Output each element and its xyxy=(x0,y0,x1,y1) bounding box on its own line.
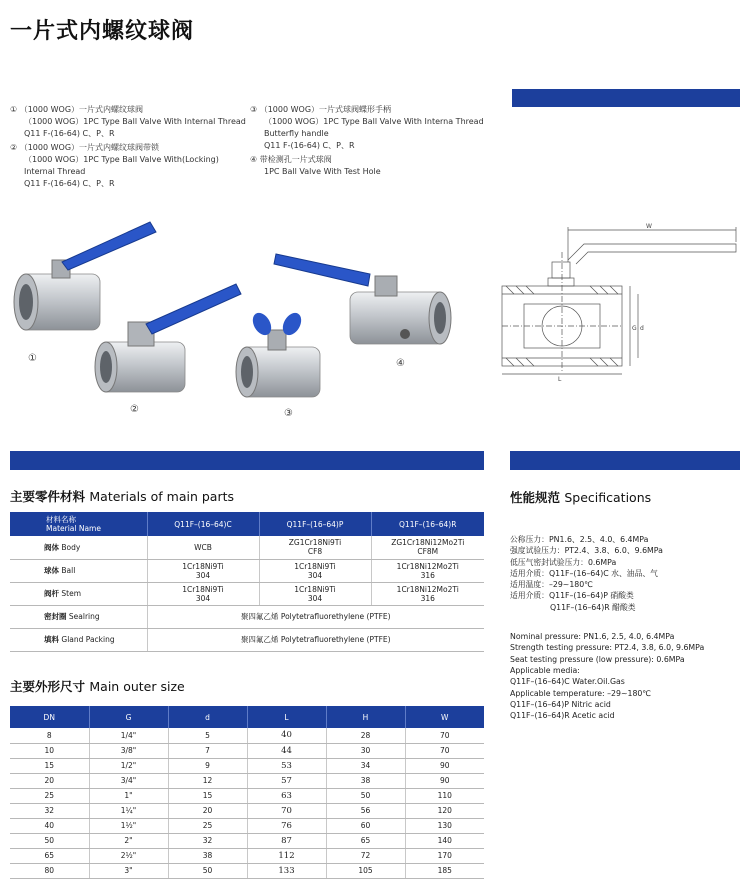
table-row xyxy=(10,803,484,818)
material-part-name xyxy=(10,536,147,559)
size-cell-d: 25 xyxy=(168,818,247,833)
model-marker: ② xyxy=(10,143,18,152)
size-cell-dn: 10 xyxy=(10,743,89,758)
material-spec-c: 1Cr18Ni9Ti 304 xyxy=(147,582,259,605)
size-cell-d: 7 xyxy=(168,743,247,758)
spec-line-en: Applicable temperature: –29~180℃ xyxy=(510,688,652,698)
photo-label-1: ① xyxy=(28,353,37,364)
material-part-en: Ball xyxy=(61,566,76,575)
size-cell-l: 76 xyxy=(247,818,326,833)
size-cell-h: 38 xyxy=(326,773,405,788)
size-cell-d: 20 xyxy=(168,803,247,818)
materials-col-name xyxy=(10,512,147,536)
material-part-zh: 阀体 xyxy=(44,542,59,552)
model-name-en: （1000 WOG）1PC Type Ball Valve With Internal Thread xyxy=(24,117,246,126)
table-row xyxy=(10,728,484,743)
material-part-name xyxy=(10,605,147,628)
spec-line-en: Applicable media: xyxy=(510,665,580,675)
materials-row xyxy=(10,605,484,628)
model-code: Q11 F-(16-64) C、P、R xyxy=(24,129,115,138)
size-cell-g: 1¼" xyxy=(89,803,168,818)
material-part-zh: 密封圈 xyxy=(44,612,67,621)
size-cell-w: 120 xyxy=(405,803,484,818)
spec-line-zh: 公称压力：PN1.6、2.5、4.0、6.4MPa xyxy=(510,535,649,544)
table-row xyxy=(10,788,484,803)
materials-table xyxy=(10,512,484,652)
size-col-w: W xyxy=(405,706,484,728)
header-accent-bar xyxy=(512,89,740,107)
outer-size-header-row xyxy=(10,706,484,728)
model-name-zh: （1000 WOG）一片式球阀蝶形手柄 xyxy=(259,105,392,114)
spec-line-zh: 适用介质：Q11F–(16–64)P 硝酸类 xyxy=(510,591,634,601)
spec-line-en: Nominal pressure: PN1.6, 2.5, 4.0, 6.4MPa xyxy=(510,632,675,642)
size-cell-h: 72 xyxy=(326,848,405,863)
material-part-name xyxy=(10,582,147,605)
material-spec-span: 聚四氟乙烯 Polytetrafluorethylene (PTFE) xyxy=(147,628,484,651)
col-name-en: Material Name xyxy=(46,524,101,533)
size-cell-d: 9 xyxy=(168,758,247,773)
size-cell-g: 3/8" xyxy=(89,743,168,758)
section-accent-bar-left xyxy=(10,451,484,470)
material-part-zh: 球体 xyxy=(44,566,59,575)
size-cell-l: 63 xyxy=(247,788,326,803)
section-accent-bar-right xyxy=(510,451,740,470)
model-name-en: （1000 WOG）1PC Type Ball Valve With(Locking) Internal Thread xyxy=(24,155,219,176)
material-spec-c: 1Cr18Ni9Ti 304 xyxy=(147,559,259,582)
size-cell-l: 44 xyxy=(247,743,326,758)
outer-size-heading xyxy=(10,677,185,695)
model-list-left xyxy=(10,104,250,192)
dim-label-w: W xyxy=(646,223,652,230)
valve-image-1 xyxy=(14,222,156,330)
material-spec-p: 1Cr18Ni9Ti 304 xyxy=(259,582,371,605)
model-code: Q11 F-(16-64) C、P、R xyxy=(24,179,115,188)
valve-image-2 xyxy=(95,284,241,392)
size-cell-w: 70 xyxy=(405,728,484,743)
outer-size-heading-zh: 主要外形尺寸 xyxy=(10,679,86,694)
spec-line-en: Seat testing pressure (low pressure): 0.6MPa xyxy=(510,654,685,664)
size-cell-dn: 65 xyxy=(10,848,89,863)
size-cell-h: 56 xyxy=(326,803,405,818)
size-cell-w: 140 xyxy=(405,833,484,848)
model-item-1 xyxy=(10,104,250,140)
dim-label-g: G xyxy=(632,325,637,332)
materials-col-r: Q11F–(16–64)R xyxy=(371,512,484,536)
size-cell-dn: 32 xyxy=(10,803,89,818)
size-cell-g: 1/4" xyxy=(89,728,168,743)
spec-line-zh: 强度试验压力：PT2.4、3.8、6.0、9.6MPa xyxy=(510,546,663,556)
materials-row xyxy=(10,559,484,582)
specs-text xyxy=(510,534,750,721)
photo-label-2: ② xyxy=(130,404,139,415)
size-cell-g: 1" xyxy=(89,788,168,803)
specs-heading-zh: 性能规范 xyxy=(510,490,561,505)
material-spec-c: WCB xyxy=(147,536,259,559)
size-cell-l: 70 xyxy=(247,803,326,818)
size-cell-dn: 50 xyxy=(10,833,89,848)
materials-row xyxy=(10,628,484,651)
size-cell-w: 170 xyxy=(405,848,484,863)
material-spec-r: 1Cr18Ni12Mo2Ti 316 xyxy=(371,559,484,582)
size-cell-g: 3" xyxy=(89,863,168,878)
size-col-dn: DN xyxy=(10,706,89,728)
material-spec-p: ZG1Cr18Ni9Ti CF8 xyxy=(259,536,371,559)
table-row xyxy=(10,743,484,758)
materials-row xyxy=(10,582,484,605)
materials-header-row xyxy=(10,512,484,536)
size-cell-w: 185 xyxy=(405,863,484,878)
size-cell-g: 1½" xyxy=(89,818,168,833)
size-cell-l: 40 xyxy=(247,728,326,743)
materials-col-c: Q11F–(16–64)C xyxy=(147,512,259,536)
model-name-en: （1000 WOG）1PC Type Ball Valve With Interna Thread Butterfly handle xyxy=(264,117,484,138)
spec-line-en: Q11F–(16–64)R Acetic acid xyxy=(510,711,615,721)
model-name-zh: 带检测孔一片式球阀 xyxy=(259,155,332,164)
valve-image-3 xyxy=(236,310,320,397)
size-col-d: d xyxy=(168,706,247,728)
size-cell-h: 30 xyxy=(326,743,405,758)
size-cell-l: 87 xyxy=(247,833,326,848)
valve-cross-section-drawing xyxy=(496,222,746,382)
spec-line-en: Q11F–(16–64)C Water.Oil.Gas xyxy=(510,677,625,687)
materials-body xyxy=(10,536,484,651)
outer-size-table xyxy=(10,706,484,879)
size-cell-dn: 15 xyxy=(10,758,89,773)
size-cell-g: 3/4" xyxy=(89,773,168,788)
technical-drawing xyxy=(496,222,746,382)
size-cell-l: 112 xyxy=(247,848,326,863)
specs-heading xyxy=(510,488,651,506)
valve-photos xyxy=(0,212,480,427)
spec-line-zh: 低压气密封试验压力：0.6MPa xyxy=(510,557,617,567)
valve-illustrations xyxy=(0,212,480,427)
size-cell-dn: 20 xyxy=(10,773,89,788)
size-cell-h: 60 xyxy=(326,818,405,833)
specs-en-block xyxy=(510,631,750,721)
outer-size-heading-en: Main outer size xyxy=(89,679,185,694)
size-cell-h: 65 xyxy=(326,833,405,848)
size-cell-dn: 25 xyxy=(10,788,89,803)
material-part-zh: 填料 xyxy=(44,635,59,644)
size-cell-l: 133 xyxy=(247,863,326,878)
spec-line-zh: Q11F–(16–64)R 醋酸类 xyxy=(550,602,636,612)
table-row xyxy=(10,758,484,773)
materials-col-p: Q11F–(16–64)P xyxy=(259,512,371,536)
col-name-zh: 材料名称 xyxy=(46,515,76,524)
size-cell-d: 50 xyxy=(168,863,247,878)
dim-label-l: L xyxy=(558,376,562,382)
model-code: Q11 F-(16-64) C、P、R xyxy=(264,141,355,150)
size-cell-l: 53 xyxy=(247,758,326,773)
size-cell-w: 130 xyxy=(405,818,484,833)
size-col-l: L xyxy=(247,706,326,728)
photo-label-4: ④ xyxy=(396,358,405,369)
size-cell-w: 90 xyxy=(405,773,484,788)
size-cell-g: 2½" xyxy=(89,848,168,863)
table-row xyxy=(10,773,484,788)
size-cell-dn: 40 xyxy=(10,818,89,833)
spec-line-zh: 适用介质：Q11F–(16–64)C 水、油品、气 xyxy=(510,568,658,578)
valve-image-4 xyxy=(274,254,451,344)
table-row xyxy=(10,833,484,848)
page-title: 一片式内螺纹球阀 xyxy=(10,19,195,44)
material-part-name xyxy=(10,628,147,651)
size-cell-g: 2" xyxy=(89,833,168,848)
material-part-zh: 阀杆 xyxy=(44,589,59,598)
outer-size-body xyxy=(10,728,484,878)
model-list-right xyxy=(250,104,500,180)
table-row xyxy=(10,848,484,863)
size-cell-h: 28 xyxy=(326,728,405,743)
spec-line-zh: 适用温度：–29~180℃ xyxy=(510,580,593,590)
model-name-zh: （1000 WOG）一片式内螺纹球阀带锁 xyxy=(19,143,160,152)
size-cell-h: 34 xyxy=(326,758,405,773)
size-cell-h: 50 xyxy=(326,788,405,803)
specs-heading-en: Specifications xyxy=(564,490,652,505)
material-part-en: Stem xyxy=(61,589,82,598)
size-cell-w: 70 xyxy=(405,743,484,758)
size-col-h: H xyxy=(326,706,405,728)
material-spec-span: 聚四氟乙烯 Polytetrafluorethylene (PTFE) xyxy=(147,605,484,628)
model-marker: ④ xyxy=(250,155,258,164)
model-marker: ③ xyxy=(250,105,258,114)
photo-label-3: ③ xyxy=(284,408,293,419)
model-name-en: 1PC Ball Valve With Test Hole xyxy=(264,167,381,176)
model-item-2 xyxy=(10,142,250,190)
size-cell-d: 15 xyxy=(168,788,247,803)
material-spec-r: ZG1Cr18Ni12Mo2Ti CF8M xyxy=(371,536,484,559)
size-cell-d: 5 xyxy=(168,728,247,743)
model-marker: ① xyxy=(10,105,18,114)
material-spec-r: 1Cr18Ni12Mo2Ti 316 xyxy=(371,582,484,605)
size-cell-w: 110 xyxy=(405,788,484,803)
material-spec-p: 1Cr18Ni9Ti 304 xyxy=(259,559,371,582)
size-cell-dn: 80 xyxy=(10,863,89,878)
material-part-name xyxy=(10,559,147,582)
spec-line-en: Q11F–(16–64)P Nitric acid xyxy=(510,699,611,709)
model-item-4 xyxy=(250,154,500,178)
size-cell-d: 32 xyxy=(168,833,247,848)
size-cell-d: 12 xyxy=(168,773,247,788)
model-item-3 xyxy=(250,104,500,152)
material-part-en: Body xyxy=(61,542,81,552)
size-cell-l: 57 xyxy=(247,773,326,788)
size-cell-w: 90 xyxy=(405,758,484,773)
material-part-en: Gland Packing xyxy=(61,635,115,644)
size-cell-dn: 8 xyxy=(10,728,89,743)
table-row xyxy=(10,863,484,878)
specs-zh-block xyxy=(510,534,750,613)
size-cell-h: 105 xyxy=(326,863,405,878)
materials-heading-zh: 主要零件材料 xyxy=(10,489,86,504)
dim-label-d: d xyxy=(640,325,644,332)
size-cell-g: 1/2" xyxy=(89,758,168,773)
size-cell-d: 38 xyxy=(168,848,247,863)
table-row xyxy=(10,818,484,833)
materials-heading xyxy=(10,487,234,505)
materials-heading-en: Materials of main parts xyxy=(89,489,235,504)
material-part-en: Sealring xyxy=(68,612,100,621)
materials-row xyxy=(10,536,484,559)
spec-line-en: Strength testing pressure: PT2.4, 3.8, 6.0, 9.6MPa xyxy=(510,643,705,653)
model-name-zh: （1000 WOG）一片式内螺纹球阀 xyxy=(19,105,144,114)
size-col-g: G xyxy=(89,706,168,728)
